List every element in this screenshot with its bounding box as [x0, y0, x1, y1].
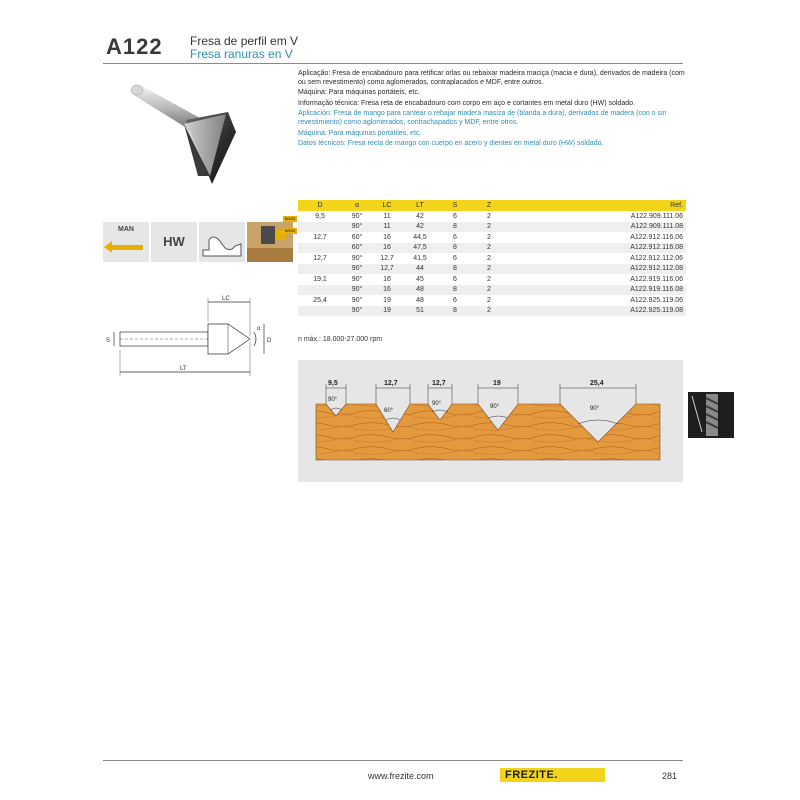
s-label: S [106, 338, 111, 344]
table-row: 90° 19 51 8 2 A122.925.119.08 [298, 306, 686, 317]
lt-label: LT [180, 366, 187, 372]
dimension-drawing [100, 290, 290, 380]
groove-angle-label: 90° [490, 404, 500, 410]
hw-material-icon [151, 222, 197, 262]
groove-angle-label: 60° [384, 408, 394, 414]
specification-table [298, 200, 686, 316]
col-lt: LT [402, 200, 438, 211]
title-spanish: Fresa ranuras en V [190, 47, 293, 61]
application-es: Aplicación: Fresa de mango para cantear o rebajar madera masiza de (blanda a dura), derivados de madera (con o sin revestimiento) como aglomerados, contrachapados y MDF, entre otros. [298, 110, 667, 126]
col-z: Z [472, 200, 506, 211]
groove-width-label: 12,7 [432, 380, 446, 387]
footer-divider [103, 760, 683, 761]
groove-width-label: 9,5 [328, 380, 338, 387]
groove-profile-diagram [298, 360, 683, 482]
table-row: 90° 16 48 8 2 A122.919.116.08 [298, 285, 686, 296]
col-alpha: α [342, 200, 372, 211]
groove-width-label: 19 [493, 380, 501, 387]
new-product-tag: NOVO [284, 229, 296, 233]
technical-pt: Informação técnica: Fresa reta de encabadouro com corpo em aço e cortantes em metal duro (HW) soldado. [298, 99, 635, 107]
table-row: 9,5 90° 11 42 6 2 A122.909.111.06 [298, 211, 686, 222]
table-row: 90° 12,7 44 8 2 A122.912.112.08 [298, 264, 686, 275]
frezite-logo: FREZITE. [500, 768, 605, 782]
lc-label: LC [222, 296, 230, 302]
profile-shape-icon [199, 222, 245, 262]
header-divider [103, 63, 683, 64]
manual-feed-icon [103, 222, 149, 262]
groove-angle-label: 90° [432, 401, 442, 407]
table-row: 19,1 90° 16 45 6 2 A122.919.116.06 [298, 274, 686, 285]
groove-width-label: 12,7 [384, 380, 398, 387]
footer-url[interactable]: www.frezite.com [368, 771, 434, 781]
table-row: 12,7 60° 16 44,5 6 2 A122.912.116.06 [298, 232, 686, 243]
side-tool-thumbnail [688, 392, 734, 438]
router-bit-photo [128, 80, 240, 192]
feature-icons [103, 222, 293, 262]
man-label: MAN [118, 226, 134, 233]
d-label: D [267, 338, 272, 344]
hw-label: HW [163, 234, 185, 249]
col-s: S [438, 200, 472, 211]
machine-pt: Máquina: Para máquinas portáteis, etc. [298, 89, 420, 97]
technical-es: Datos técnicos: Fresa recta de mango con cuerpo en acero y dientes en metal duro (HW) soldado. [298, 140, 604, 148]
groove-width-label: 25,4 [590, 380, 604, 387]
product-code: A122 [106, 34, 163, 59]
col-d: D [298, 200, 342, 211]
application-pt: Aplicação: Fresa de encabadouro para retificar orlas ou rebaixar madeira maciça (macia e dura), derivados de madeira (com ou sem revestimento) como aglomerados, contraplacados e MDF, entre outros. [298, 70, 685, 86]
groove-angle-label: 90° [590, 406, 600, 412]
new-product-tag: NOVO [284, 217, 296, 221]
title-portuguese: Fresa de perfil em V [190, 34, 299, 48]
col-lc: LC [372, 200, 402, 211]
alpha-label: α [257, 326, 261, 332]
groove-angle-label: 90° [328, 397, 338, 403]
table-row: 60° 16 47,5 8 2 A122.912.116.08 [298, 243, 686, 254]
table-header-row [298, 200, 686, 211]
table-row: 12,7 90° 12,7 41,5 6 2 A122.912.112.06 [298, 253, 686, 264]
max-rpm-note: n máx.: 18.000-27.000 rpm [298, 336, 383, 343]
col-ref: Ref. [506, 200, 686, 211]
description-block [298, 70, 686, 151]
table-row: 25,4 90° 19 48 6 2 A122.925.119.06 [298, 295, 686, 306]
machine-es: Máquina: Para máquinas portátiles, etc. [298, 129, 422, 137]
table-row: 90° 11 42 8 2 A122.909.111.08 [298, 222, 686, 233]
page-number: 281 [662, 771, 678, 781]
